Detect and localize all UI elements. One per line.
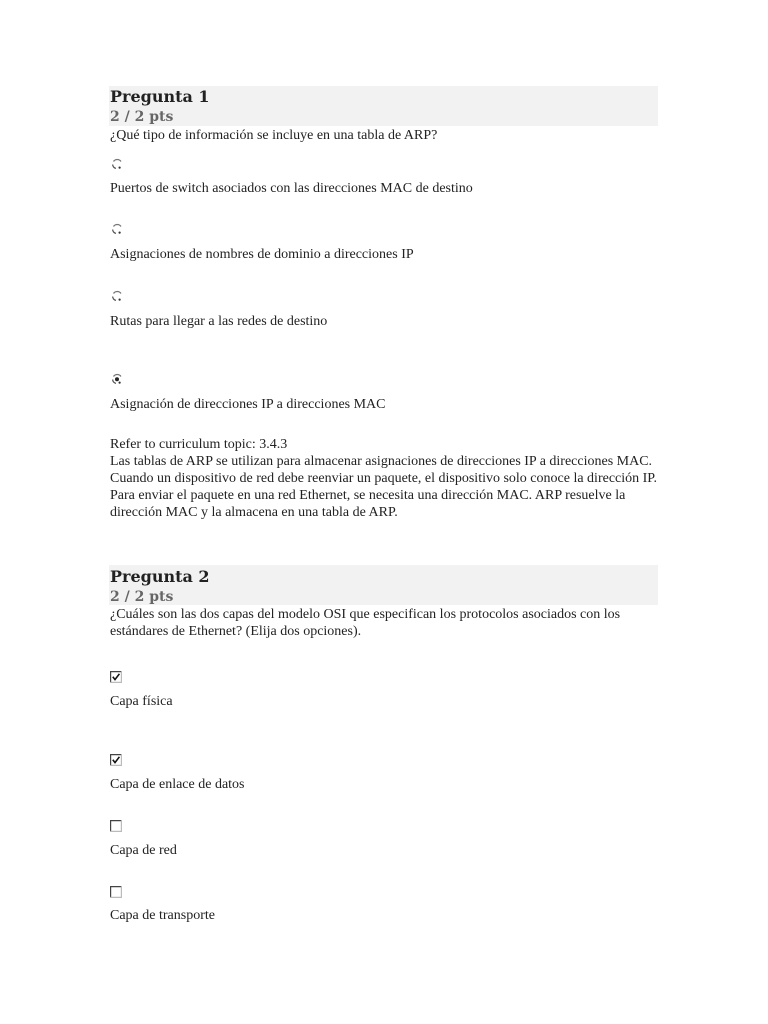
option-label-2-3: Capa de red (110, 843, 177, 858)
option-label-2-2: Capa de enlace de datos (110, 777, 245, 792)
question-2-points: 2 / 2 pts (110, 589, 174, 605)
radio-option-1-2[interactable] (111, 223, 123, 235)
radio-option-1-1[interactable] (111, 158, 123, 170)
checkbox-option-2-1-checked[interactable] (110, 671, 122, 683)
question-1-points: 2 / 2 pts (110, 109, 174, 125)
checkbox-option-2-3[interactable] (110, 820, 122, 832)
feedback-topic: Refer to curriculum topic: 3.4.3 (110, 437, 288, 452)
option-label-2-1: Capa física (110, 694, 173, 709)
question-2-title: Pregunta 2 (110, 567, 210, 586)
option-label-1-3: Rutas para llegar a las redes de destino (110, 314, 328, 329)
question-1-title: Pregunta 1 (110, 87, 210, 106)
checkbox-option-2-4[interactable] (110, 886, 122, 898)
option-label-1-4: Asignación de direcciones IP a direcciones MAC (110, 397, 386, 412)
option-label-2-4: Capa de transporte (110, 908, 215, 923)
radio-option-1-3[interactable] (111, 290, 123, 302)
checkbox-option-2-2-checked[interactable] (110, 754, 122, 766)
radio-option-1-4-selected[interactable] (111, 373, 123, 385)
feedback-text: Las tablas de ARP se utilizan para almacenar asignaciones de direcciones IP a direcciones MAC. Cuando un dispositivo de red debe reenviar un paquete, el dispositivo solo conoce la dirección IP. Para enviar el paquete en una red Ethernet, se necesita una dirección MAC. ARP resuelve la dirección MAC y la almacena en una tabla de ARP. (110, 454, 658, 520)
question-2-text: ¿Cuáles son las dos capas del modelo OSI que especifican los protocolos asociados con los estándares de Ethernet? (Elija dos opciones). (110, 607, 621, 639)
option-label-1-2: Asignaciones de nombres de dominio a direcciones IP (110, 247, 414, 262)
option-label-1-1: Puertos de switch asociados con las direcciones MAC de destino (110, 181, 473, 196)
question-1-text: ¿Qué tipo de información se incluye en una tabla de ARP? (110, 128, 438, 143)
